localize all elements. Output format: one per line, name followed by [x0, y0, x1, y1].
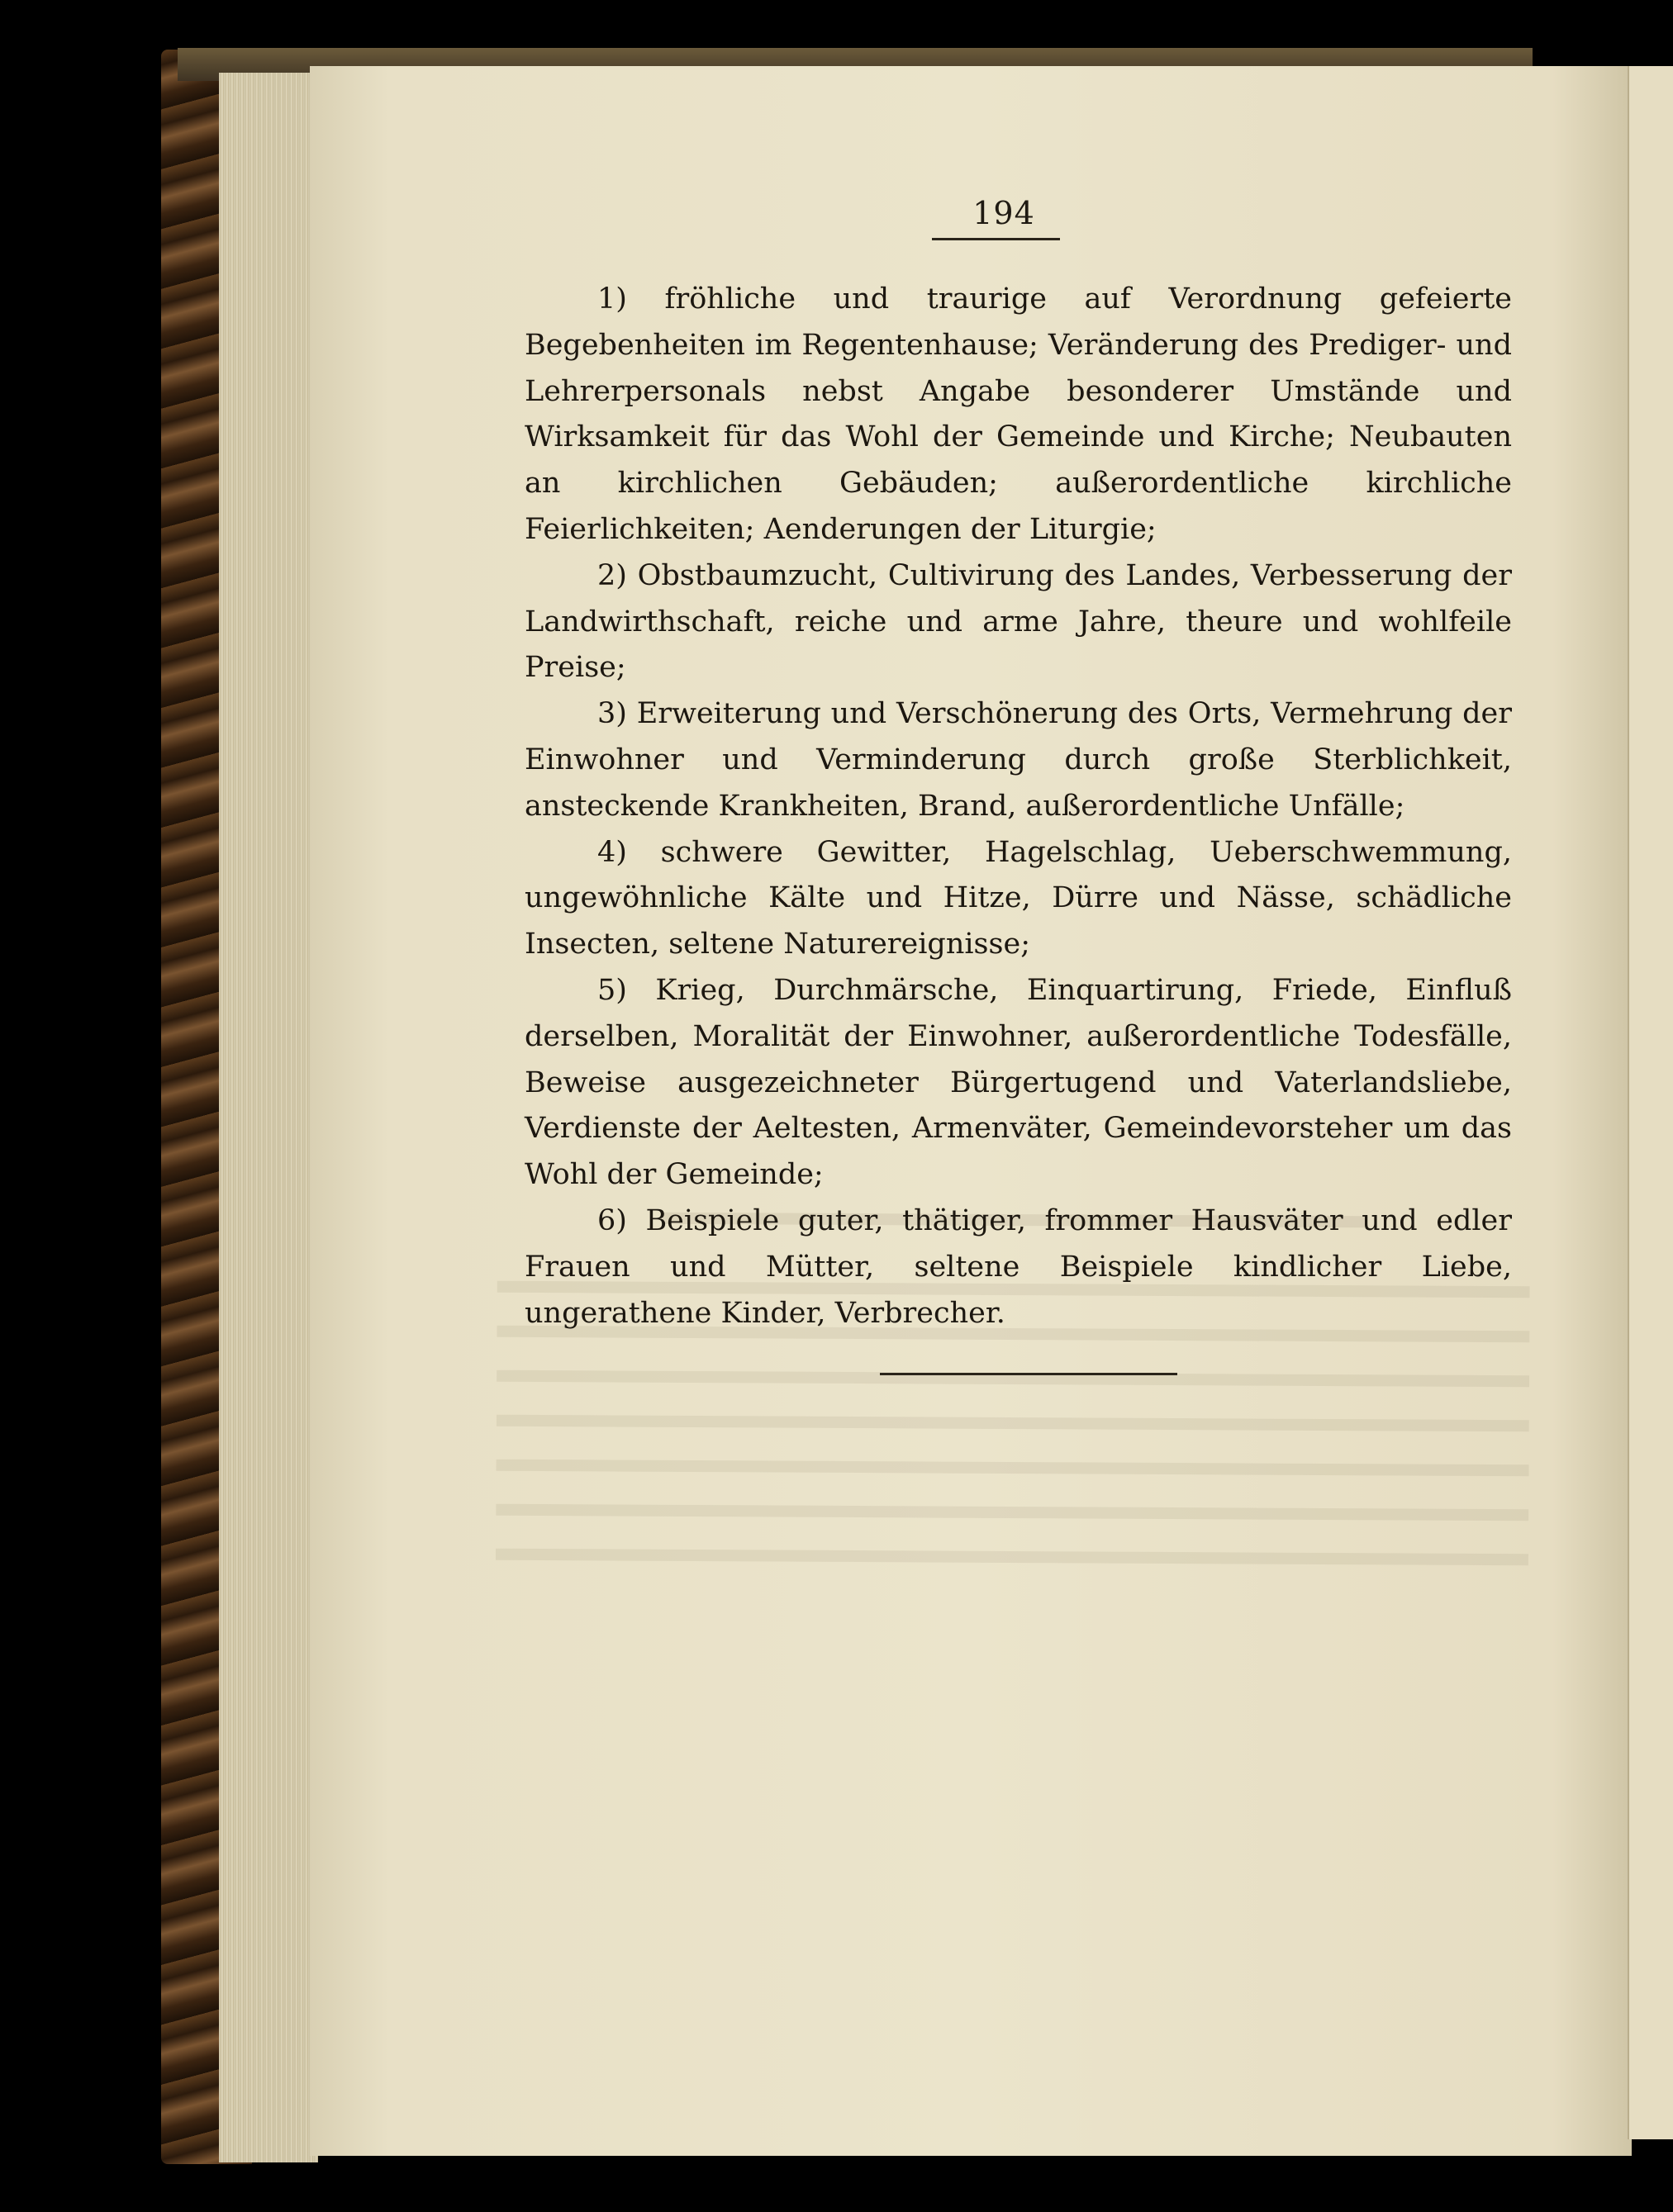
facing-page-edge [1628, 66, 1673, 2139]
list-item: 3) Erweiterung und Verschönerung des Orts, Vermehrung der Einwohner und Verminderung durch große Sterblichkeit, ansteckende Krankheiten, Brand, außerordentliche Unfälle; [525, 697, 1512, 823]
list-item: 6) Beispiele guter, thätiger, frommer Hausväter und edler Frauen und Mütter, seltene Beispiele kindlicher Liebe, ungerathene Kinder, Verbrecher. [525, 1203, 1512, 1330]
list-item: 1) fröhliche und traurige auf Verordnung gefeierte Begebenheiten im Regentenhause; Veränderung des Prediger- und Lehrerpersonals nebst Angabe besonderer Umstände und Wirksamkeit für das Wohl der Gemeinde und Kirche; Neubauten an kirchlichen Gebäuden; außerordentliche kirchliche Feierlichkeiten; Aenderungen der Liturgie; [525, 282, 1512, 546]
text-block [525, 277, 1512, 1336]
section-divider [880, 1373, 1177, 1375]
page-edges [219, 73, 318, 2162]
list-item: 5) Krieg, Durchmärsche, Einquartirung, Friede, Einfluß derselben, Moralität der Einwohner, außerordentliche Todesfälle, Beweise ausgezeichneter Bürgertugend und Vaterlandsliebe, Verdienste der Aeltesten, Armenväter, Gemeindevorsteher um das Wohl der Gemeinde; [525, 973, 1512, 1192]
list-item: 2) Obstbaumzucht, Cultivirung des Landes, Verbesserung der Landwirthschaft, reiche und arme Jahre, theure und wohlfeile Preise; [525, 558, 1512, 685]
list-item: 4) schwere Gewitter, Hagelschlag, Ueberschwemmung, ungewöhnliche Kälte und Hitze, Dürre und Nässe, schädliche Insecten, seltene Naturereignisse; [525, 835, 1512, 961]
page-number: 194 [972, 195, 1035, 231]
page-number-rule [932, 238, 1060, 240]
